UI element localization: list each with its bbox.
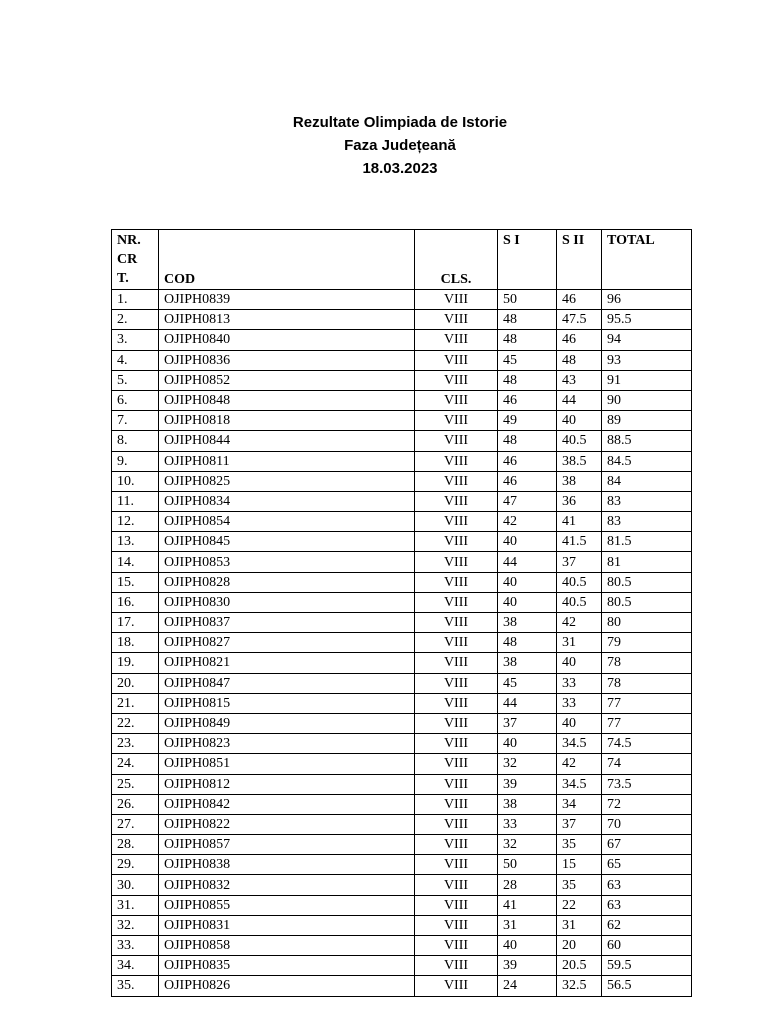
cell-total: 60 — [602, 936, 692, 956]
cell-total: 63 — [602, 895, 692, 915]
cell-s1: 37 — [498, 713, 557, 733]
cell-s2: 35 — [557, 875, 602, 895]
cell-s2: 31 — [557, 915, 602, 935]
cell-cod: OJIPH0818 — [159, 411, 415, 431]
cell-cod: OJIPH0815 — [159, 693, 415, 713]
table-row — [112, 350, 692, 370]
cell-nr: 2. — [112, 310, 159, 330]
cell-cls: VIII — [415, 895, 498, 915]
cell-cls: VIII — [415, 633, 498, 653]
cell-nr: 31. — [112, 895, 159, 915]
table-row — [112, 875, 692, 895]
cell-cls: VIII — [415, 875, 498, 895]
cell-nr: 19. — [112, 653, 159, 673]
cell-total: 80.5 — [602, 592, 692, 612]
cell-total: 95.5 — [602, 310, 692, 330]
cell-total: 91 — [602, 370, 692, 390]
cell-cls: VIII — [415, 754, 498, 774]
cell-cls: VIII — [415, 491, 498, 511]
table-row — [112, 572, 692, 592]
cell-s1: 48 — [498, 370, 557, 390]
title-line-2: Faza Județeană — [344, 137, 456, 154]
cell-s1: 38 — [498, 794, 557, 814]
cell-cls: VIII — [415, 390, 498, 410]
cell-total: 89 — [602, 411, 692, 431]
cell-s1: 28 — [498, 875, 557, 895]
cell-s2: 35 — [557, 835, 602, 855]
cell-cod: OJIPH0836 — [159, 350, 415, 370]
cell-total: 78 — [602, 653, 692, 673]
header-s2: S II — [557, 230, 602, 290]
cell-s2: 48 — [557, 350, 602, 370]
cell-total: 84 — [602, 471, 692, 491]
cell-cls: VIII — [415, 330, 498, 350]
cell-total: 78 — [602, 673, 692, 693]
cell-cod: OJIPH0857 — [159, 835, 415, 855]
cell-s1: 50 — [498, 290, 557, 310]
cell-cod: OJIPH0844 — [159, 431, 415, 451]
cell-cod: OJIPH0853 — [159, 552, 415, 572]
header-total: TOTAL — [602, 230, 692, 290]
cell-nr: 18. — [112, 633, 159, 653]
cell-cls: VIII — [415, 734, 498, 754]
cell-s2: 38 — [557, 471, 602, 491]
table-header-row — [112, 230, 692, 290]
cell-s1: 49 — [498, 411, 557, 431]
cell-nr: 28. — [112, 835, 159, 855]
cell-total: 65 — [602, 855, 692, 875]
cell-nr: 1. — [112, 290, 159, 310]
cell-s1: 42 — [498, 512, 557, 532]
cell-cod: OJIPH0855 — [159, 895, 415, 915]
cell-cod: OJIPH0828 — [159, 572, 415, 592]
cell-s2: 34.5 — [557, 774, 602, 794]
cell-s2: 37 — [557, 552, 602, 572]
cell-nr: 23. — [112, 734, 159, 754]
header-nr-crt — [112, 230, 159, 290]
cell-cls: VIII — [415, 855, 498, 875]
cell-total: 88.5 — [602, 431, 692, 451]
cell-nr: 25. — [112, 774, 159, 794]
cell-s2: 36 — [557, 491, 602, 511]
cell-cod: OJIPH0835 — [159, 956, 415, 976]
cell-s2: 34.5 — [557, 734, 602, 754]
cell-s1: 48 — [498, 310, 557, 330]
cell-s1: 39 — [498, 956, 557, 976]
cell-s1: 44 — [498, 693, 557, 713]
cell-nr: 16. — [112, 592, 159, 612]
table-row — [112, 431, 692, 451]
table-row — [112, 370, 692, 390]
cell-nr: 3. — [112, 330, 159, 350]
document-title — [0, 111, 768, 180]
cell-s2: 46 — [557, 290, 602, 310]
cell-s2: 41.5 — [557, 532, 602, 552]
cell-s1: 50 — [498, 855, 557, 875]
cell-cls: VIII — [415, 653, 498, 673]
cell-cod: OJIPH0837 — [159, 613, 415, 633]
cell-cod: OJIPH0827 — [159, 633, 415, 653]
cell-cls: VIII — [415, 512, 498, 532]
cell-total: 62 — [602, 915, 692, 935]
cell-nr: 26. — [112, 794, 159, 814]
cell-s2: 42 — [557, 754, 602, 774]
cell-nr: 4. — [112, 350, 159, 370]
cell-nr: 27. — [112, 814, 159, 834]
cell-nr: 15. — [112, 572, 159, 592]
cell-cls: VIII — [415, 956, 498, 976]
cell-cod: OJIPH0858 — [159, 936, 415, 956]
cell-cls: VIII — [415, 532, 498, 552]
cell-nr: 14. — [112, 552, 159, 572]
table-row — [112, 794, 692, 814]
cell-cod: OJIPH0854 — [159, 512, 415, 532]
cell-cls: VIII — [415, 411, 498, 431]
cell-cls: VIII — [415, 451, 498, 471]
results-table — [111, 229, 692, 997]
cell-cod: OJIPH0823 — [159, 734, 415, 754]
cell-s2: 22 — [557, 895, 602, 915]
cell-total: 67 — [602, 835, 692, 855]
cell-nr: 21. — [112, 693, 159, 713]
cell-total: 93 — [602, 350, 692, 370]
cell-cls: VIII — [415, 693, 498, 713]
table-row — [112, 976, 692, 996]
cell-total: 90 — [602, 390, 692, 410]
cell-s2: 33 — [557, 693, 602, 713]
cell-cod: OJIPH0825 — [159, 471, 415, 491]
cell-cod: OJIPH0822 — [159, 814, 415, 834]
header-nr-line-2: CR — [117, 252, 138, 267]
cell-s1: 38 — [498, 653, 557, 673]
cell-total: 56.5 — [602, 976, 692, 996]
cell-total: 74 — [602, 754, 692, 774]
table-row — [112, 693, 692, 713]
table-row — [112, 673, 692, 693]
table-row — [112, 310, 692, 330]
cell-s2: 38.5 — [557, 451, 602, 471]
table-row — [112, 814, 692, 834]
cell-nr: 9. — [112, 451, 159, 471]
cell-cls: VIII — [415, 915, 498, 935]
cell-s2: 37 — [557, 814, 602, 834]
table-row — [112, 915, 692, 935]
cell-total: 83 — [602, 491, 692, 511]
cell-total: 79 — [602, 633, 692, 653]
cell-s1: 40 — [498, 592, 557, 612]
cell-s2: 20 — [557, 936, 602, 956]
cell-s1: 32 — [498, 835, 557, 855]
cell-nr: 24. — [112, 754, 159, 774]
cell-s1: 45 — [498, 673, 557, 693]
cell-cod: OJIPH0812 — [159, 774, 415, 794]
cell-cls: VIII — [415, 794, 498, 814]
cell-nr: 33. — [112, 936, 159, 956]
table-row — [112, 855, 692, 875]
table-row — [112, 411, 692, 431]
cell-cls: VIII — [415, 814, 498, 834]
cell-cls: VIII — [415, 552, 498, 572]
cell-cls: VIII — [415, 290, 498, 310]
table-row — [112, 390, 692, 410]
table-row — [112, 734, 692, 754]
cell-cod: OJIPH0811 — [159, 451, 415, 471]
cell-cls: VIII — [415, 613, 498, 633]
table-row — [112, 491, 692, 511]
table-row — [112, 552, 692, 572]
table-row — [112, 330, 692, 350]
cell-s2: 34 — [557, 794, 602, 814]
cell-cls: VIII — [415, 835, 498, 855]
table-row — [112, 895, 692, 915]
cell-s1: 40 — [498, 734, 557, 754]
cell-nr: 6. — [112, 390, 159, 410]
table-row — [112, 653, 692, 673]
cell-cls: VIII — [415, 431, 498, 451]
cell-s1: 40 — [498, 936, 557, 956]
table-row — [112, 936, 692, 956]
cell-total: 94 — [602, 330, 692, 350]
cell-nr: 13. — [112, 532, 159, 552]
table-row — [112, 713, 692, 733]
cell-cod: OJIPH0831 — [159, 915, 415, 935]
table-row — [112, 835, 692, 855]
cell-cod: OJIPH0851 — [159, 754, 415, 774]
cell-cod: OJIPH0830 — [159, 592, 415, 612]
cell-s1: 48 — [498, 431, 557, 451]
header-cod: COD — [159, 230, 415, 290]
cell-total: 84.5 — [602, 451, 692, 471]
table-row — [112, 451, 692, 471]
cell-nr: 34. — [112, 956, 159, 976]
table-row — [112, 532, 692, 552]
cell-cls: VIII — [415, 936, 498, 956]
cell-s1: 40 — [498, 532, 557, 552]
cell-s1: 46 — [498, 451, 557, 471]
cell-s2: 32.5 — [557, 976, 602, 996]
cell-cod: OJIPH0845 — [159, 532, 415, 552]
cell-s2: 33 — [557, 673, 602, 693]
cell-total: 96 — [602, 290, 692, 310]
table-row — [112, 774, 692, 794]
cell-s1: 46 — [498, 390, 557, 410]
table-row — [112, 290, 692, 310]
cell-cls: VIII — [415, 774, 498, 794]
cell-nr: 8. — [112, 431, 159, 451]
table-row — [112, 471, 692, 491]
cell-s1: 33 — [498, 814, 557, 834]
cell-cls: VIII — [415, 310, 498, 330]
cell-total: 63 — [602, 875, 692, 895]
cell-total: 74.5 — [602, 734, 692, 754]
cell-s2: 40 — [557, 713, 602, 733]
cell-total: 80 — [602, 613, 692, 633]
cell-s1: 48 — [498, 633, 557, 653]
title-line-1: Rezultate Olimpiada de Istorie — [292, 114, 508, 131]
cell-cod: OJIPH0839 — [159, 290, 415, 310]
cell-cod: OJIPH0838 — [159, 855, 415, 875]
cell-s2: 15 — [557, 855, 602, 875]
cell-s2: 46 — [557, 330, 602, 350]
table-row — [112, 613, 692, 633]
cell-s2: 40 — [557, 411, 602, 431]
cell-total: 73.5 — [602, 774, 692, 794]
title-line-3: 18.03.2023 — [362, 160, 438, 177]
cell-total: 77 — [602, 713, 692, 733]
cell-s1: 46 — [498, 471, 557, 491]
cell-s1: 39 — [498, 774, 557, 794]
cell-cod: OJIPH0813 — [159, 310, 415, 330]
cell-nr: 32. — [112, 915, 159, 935]
cell-s1: 38 — [498, 613, 557, 633]
cell-total: 77 — [602, 693, 692, 713]
cell-cod: OJIPH0840 — [159, 330, 415, 350]
cell-s2: 41 — [557, 512, 602, 532]
header-nr-line-1: NR. — [117, 233, 141, 248]
header-cls: CLS. — [415, 230, 498, 290]
cell-cls: VIII — [415, 673, 498, 693]
cell-nr: 11. — [112, 491, 159, 511]
cell-total: 80.5 — [602, 572, 692, 592]
cell-cls: VIII — [415, 471, 498, 491]
cell-s2: 40.5 — [557, 592, 602, 612]
cell-s2: 40.5 — [557, 431, 602, 451]
cell-nr: 20. — [112, 673, 159, 693]
cell-cod: OJIPH0842 — [159, 794, 415, 814]
cell-s2: 44 — [557, 390, 602, 410]
cell-nr: 7. — [112, 411, 159, 431]
cell-nr: 10. — [112, 471, 159, 491]
cell-total: 83 — [602, 512, 692, 532]
cell-cod: OJIPH0834 — [159, 491, 415, 511]
cell-nr: 29. — [112, 855, 159, 875]
cell-s1: 24 — [498, 976, 557, 996]
cell-s1: 48 — [498, 330, 557, 350]
cell-cod: OJIPH0848 — [159, 390, 415, 410]
cell-nr: 22. — [112, 713, 159, 733]
cell-s1: 31 — [498, 915, 557, 935]
table-row — [112, 512, 692, 532]
cell-cls: VIII — [415, 713, 498, 733]
header-nr-line-3: T. — [117, 271, 129, 286]
cell-total: 70 — [602, 814, 692, 834]
cell-total: 81 — [602, 552, 692, 572]
cell-s1: 45 — [498, 350, 557, 370]
cell-cls: VIII — [415, 370, 498, 390]
table-row — [112, 633, 692, 653]
cell-s2: 42 — [557, 613, 602, 633]
cell-total: 59.5 — [602, 956, 692, 976]
table-row — [112, 592, 692, 612]
cell-s2: 40 — [557, 653, 602, 673]
cell-nr: 5. — [112, 370, 159, 390]
cell-cls: VIII — [415, 572, 498, 592]
cell-s2: 43 — [557, 370, 602, 390]
cell-s1: 44 — [498, 552, 557, 572]
cell-s2: 20.5 — [557, 956, 602, 976]
cell-cod: OJIPH0832 — [159, 875, 415, 895]
cell-total: 81.5 — [602, 532, 692, 552]
cell-s2: 40.5 — [557, 572, 602, 592]
cell-nr: 30. — [112, 875, 159, 895]
cell-cod: OJIPH0849 — [159, 713, 415, 733]
header-s1: S I — [498, 230, 557, 290]
cell-cls: VIII — [415, 592, 498, 612]
cell-s2: 31 — [557, 633, 602, 653]
cell-nr: 35. — [112, 976, 159, 996]
table-row — [112, 754, 692, 774]
cell-s2: 47.5 — [557, 310, 602, 330]
cell-s1: 41 — [498, 895, 557, 915]
cell-cod: OJIPH0821 — [159, 653, 415, 673]
cell-cod: OJIPH0852 — [159, 370, 415, 390]
cell-total: 72 — [602, 794, 692, 814]
cell-nr: 17. — [112, 613, 159, 633]
cell-cls: VIII — [415, 976, 498, 996]
table-row — [112, 956, 692, 976]
cell-s1: 32 — [498, 754, 557, 774]
cell-nr: 12. — [112, 512, 159, 532]
cell-cod: OJIPH0826 — [159, 976, 415, 996]
cell-cod: OJIPH0847 — [159, 673, 415, 693]
cell-cls: VIII — [415, 350, 498, 370]
cell-s1: 47 — [498, 491, 557, 511]
cell-s1: 40 — [498, 572, 557, 592]
